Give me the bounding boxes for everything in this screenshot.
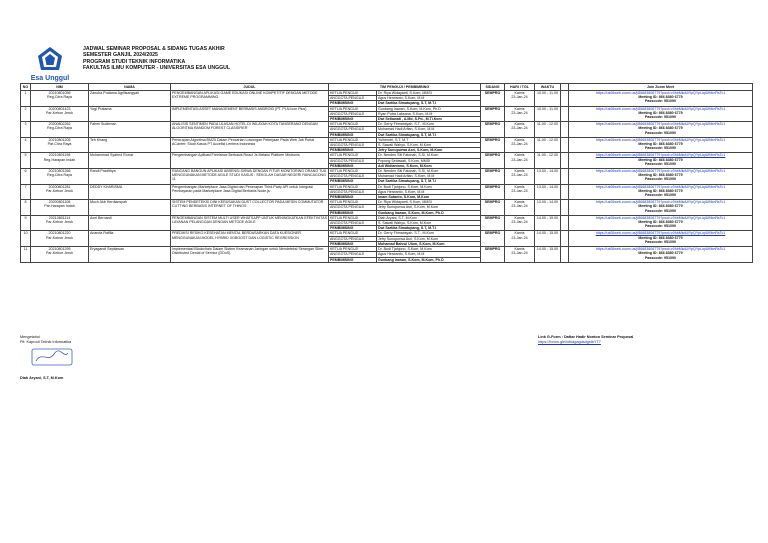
penguji-name: Imam Sutanto, S.Kom, M.Kom xyxy=(377,195,481,200)
role-label: ANGGOTA PENGUJI xyxy=(329,111,377,116)
row-no: 5 xyxy=(21,153,31,169)
penguji-name: Gunbang Irawan, S.Kom, M.Kom, Ph.D xyxy=(377,257,481,262)
zoom-cell xyxy=(569,153,753,169)
waktu: 14.00 - 15.00 xyxy=(535,247,561,263)
passcode: Passcode: 951090 xyxy=(645,146,676,151)
role-label: ANGGOTA PENGUJI xyxy=(329,252,377,257)
tgl-value: 23-Jan-24 xyxy=(511,220,528,225)
blank-cell xyxy=(561,122,569,138)
hari-value: Kamis xyxy=(514,215,525,220)
footer-gform xyxy=(538,335,633,345)
waktu: 14.00 - 15.00 xyxy=(535,215,561,231)
row-nim xyxy=(31,122,89,138)
col-nim: NIM xyxy=(31,84,89,91)
hari-tgl xyxy=(505,247,535,263)
blank-cell xyxy=(561,247,569,263)
passcode: Passcode: 951090 xyxy=(645,161,676,166)
header-line-4: FAKULTAS ILMU KOMPUTER - UNIVERSITAS ESA UNGGUL xyxy=(83,65,231,72)
meeting-id: Meeting ID: 866 8380 6779 xyxy=(638,110,683,115)
role-label: KETUA PENGUJI xyxy=(329,137,377,142)
passcode: Passcode: 951090 xyxy=(645,255,676,260)
passcode: Passcode: 951090 xyxy=(645,115,676,120)
table-row xyxy=(21,231,753,236)
row-nama: Teh Khang xyxy=(89,137,171,153)
row-nim xyxy=(31,137,89,153)
gform-link[interactable]: https://forms.gle/kdhdgagdsdgstbYT7 xyxy=(538,340,601,344)
tgl-value: 23-Jan-24 xyxy=(511,95,528,100)
row-no: 7 xyxy=(21,184,31,200)
role-label: PEMBIMBING xyxy=(329,241,377,246)
row-nim xyxy=(31,91,89,107)
blank-cell xyxy=(561,91,569,107)
meeting-id: Meeting ID: 866 8380 6779 xyxy=(638,188,683,193)
kelas-value: Par-Kebon Jeruk xyxy=(46,251,73,256)
role-label: PEMBIMBING xyxy=(329,132,377,137)
row-no: 3 xyxy=(21,122,31,138)
nim-value: 20210801220 xyxy=(48,231,71,236)
penguji-name: Adi Widiantono, S.Kom, M.Kom xyxy=(377,163,481,168)
passcode: Passcode: 951090 xyxy=(645,99,676,104)
waktu: 10.00 - 11.00 xyxy=(535,91,561,107)
penguji-name: Dr. Gerry Firmansyah, S.T., M.Kom xyxy=(377,122,481,127)
blank-cell xyxy=(561,200,569,216)
tgl-value: 23-Jan-24 xyxy=(511,126,528,131)
hari-tgl xyxy=(505,137,535,153)
nim-value: 20200801423 xyxy=(48,106,71,111)
penguji-name: Dwi Sartika Simatupang, S.T, M.T.I xyxy=(377,179,481,184)
row-nama: Randi Pradithya xyxy=(89,169,171,185)
kelas-value: Reg-Harapan Indah xyxy=(43,157,76,162)
hari-tgl xyxy=(505,106,535,122)
col-blank xyxy=(561,84,569,91)
role-label: ANGGOTA PENGUJI xyxy=(329,236,377,241)
meeting-id: Meeting ID: 866 8380 6779 xyxy=(638,251,683,256)
table-body xyxy=(21,91,753,263)
role-label: PEMBIMBING xyxy=(329,117,377,122)
role-label: PEMBIMBING xyxy=(329,226,377,231)
logo-text: Esa Unggul xyxy=(30,75,70,82)
role-label: PEMBIMBING xyxy=(329,163,377,168)
row-nim xyxy=(31,215,89,231)
col-hari-tgl: HARI / TGL xyxy=(505,84,535,91)
hari-tgl xyxy=(505,153,535,169)
penguji-name: S. Sawali Wahyu, S.Kom, M.Kom xyxy=(377,221,481,226)
kelas-value: Par-Kebon Jeruk xyxy=(46,220,73,225)
header-line-2: SEMESTER GANJIL 2024/2025 xyxy=(83,52,158,59)
penguji-name: Muhamad Hadi Arfian, S.Kom, M.M xyxy=(377,127,481,132)
row-nama: Ananda Rafilla xyxy=(89,231,171,247)
schedule-table xyxy=(20,83,753,263)
zoom-link[interactable]: https://us06web.zoom.us/j/86683806779?pwd=v0hbMkdUlYpQYpLiqIUfMmRsTc1 xyxy=(595,91,726,95)
waktu: 11.00 - 12.00 xyxy=(535,122,561,138)
header-line-3: PROGRAM STUDI TEKNIK INFORMATIKA xyxy=(83,58,186,65)
zoom-cell xyxy=(569,231,753,247)
penguji-name: Jefry Sunupurwa Asri, S.Kom, M.Kom xyxy=(377,148,481,153)
waktu: 10.00 - 11.00 xyxy=(535,106,561,122)
hari-value: Kamis xyxy=(514,169,525,174)
meeting-id: Meeting ID: 866 8380 6779 xyxy=(638,126,683,131)
penguji-name: Diah Aryani, S.T, M.Kom xyxy=(377,215,481,220)
penguji-name: S. Sawali Wahyu, S.Kom, M.Kom xyxy=(377,143,481,148)
nim-value: 20210801114 xyxy=(48,215,71,220)
role-label: KETUA PENGUJI xyxy=(329,200,377,205)
nim-value: 20210801205 xyxy=(48,137,71,142)
role-label: ANGGOTA PENGUJI xyxy=(329,189,377,194)
table-row xyxy=(21,122,753,127)
penguji-name: Muhamad Hadi Arfian, S.Kom, M.M xyxy=(377,174,481,179)
penguji-name: Jefry Sunupurwa Asri, S.Kom, M.Kom xyxy=(377,205,481,210)
row-no: 8 xyxy=(21,200,31,216)
row-no: 11 xyxy=(21,247,31,263)
meeting-id: Meeting ID: 866 8380 6779 xyxy=(638,235,683,240)
penguji-name: Muhamad Bahrul Ulum, S.Kom, M.Kom xyxy=(377,241,481,246)
zoom-link[interactable]: https://us06web.zoom.us/j/86683806779?pwd=v0hbMkdUlYpQYpLiqIUfMmRsTc1 xyxy=(595,122,726,127)
blank-cell xyxy=(561,153,569,169)
zoom-cell xyxy=(569,247,753,263)
zoom-link[interactable]: https://us06web.zoom.us/j/86683806779?pwd=v0hbMkdUlYpQYpLiqIUfMmRsTc1 xyxy=(595,184,726,189)
role-label: KETUA PENGUJI xyxy=(329,153,377,158)
row-judul: Pengembangan Aplikasi Freelance Berbasis React Js Melalui Platform Mistronis xyxy=(171,153,329,169)
table-header-row xyxy=(21,84,753,91)
sidang-type: SEMPRO xyxy=(481,247,505,263)
row-nama: Zanuba Pratama Agrillsangyah xyxy=(89,91,171,107)
role-label: KETUA PENGUJI xyxy=(329,169,377,174)
blank-cell xyxy=(561,106,569,122)
hari-value: Kamis xyxy=(514,153,525,158)
penguji-name: Dr. Riya Widayanti, S.Kom, MMSI xyxy=(377,91,481,96)
mengetahui-label: Mengetahui xyxy=(20,335,40,339)
penguji-name: Dr. Budi Tjahjono, S.Kom, M.Kom xyxy=(377,247,481,252)
row-judul: PENGEMBANGAN APLIKASI GAME EDUKASI ONLINE KOMPETITIF DENGAN METODE EXTREME PROGRAMMING xyxy=(171,91,329,107)
kelas-value: Par-Citra Raya xyxy=(47,142,72,147)
role-label: KETUA PENGUJI xyxy=(329,122,377,127)
col-zoom: Join Zoom Meet xyxy=(569,84,753,91)
row-judul: PREDIKSI RESIKO KESEHATAN MENTAL BERDASARKAN DATA KUESIONER MENGGUNAKAN MODEL HYBRID XGBOOST DAN LOGISTIC REGRESSION xyxy=(171,231,329,247)
role-label: KETUA PENGUJI xyxy=(329,184,377,189)
role-label: PEMBIMBING xyxy=(329,257,377,262)
row-nama: Yogi Pratama xyxy=(89,106,171,122)
blank-cell xyxy=(561,169,569,185)
hari-tgl xyxy=(505,231,535,247)
sidang-type: SEMPRO xyxy=(481,200,505,216)
table-row xyxy=(21,247,753,252)
role-label: KETUA PENGUJI xyxy=(329,91,377,96)
nim-value: 20210801266 xyxy=(48,169,71,174)
role-label: ANGGOTA PENGUJI xyxy=(329,96,377,101)
hari-value: Kamis xyxy=(514,91,525,95)
hari-tgl xyxy=(505,91,535,107)
table-row xyxy=(21,200,753,205)
row-no: 4 xyxy=(21,137,31,153)
kelas-value: Par-Kebon Jeruk xyxy=(46,235,73,240)
jabatan-label: Plt. Kaprodi Teknik Informatika xyxy=(20,340,72,344)
kelas-value: Par-Kebon Jeruk xyxy=(46,110,73,115)
hari-value: Kamis xyxy=(514,247,525,252)
role-label: KETUA PENGUJI xyxy=(329,106,377,111)
waktu: 13.00 - 14.00 xyxy=(535,184,561,200)
esa-unggul-logo xyxy=(28,44,72,88)
tgl-value: 23-Jan-24 xyxy=(511,157,528,162)
meeting-id: Meeting ID: 866 8380 6779 xyxy=(638,204,683,209)
tgl-value: 23-Jan-24 xyxy=(511,110,528,115)
tgl-value: 23-Jan-24 xyxy=(511,251,528,256)
row-nim xyxy=(31,247,89,263)
penguji-name: Dwi Sartika Simatupang, S.T, M.T.I xyxy=(377,226,481,231)
row-judul: ANALISIS SENTIMEN PADA ULASAN HOTEL DI WILAYAH KOTA TANGERANG DENGAN ALGORITMA RANDOM FOREST CLASSIFIER xyxy=(171,122,329,138)
blank-cell xyxy=(561,215,569,231)
col-tim: TIM PENGUJI / PEMBIMBING xyxy=(329,84,481,91)
role-label: KETUA PENGUJI xyxy=(329,231,377,236)
row-nim xyxy=(31,169,89,185)
sidang-type: SEMPRO xyxy=(481,169,505,185)
nim-value: 20200802262 xyxy=(48,122,71,127)
row-nama: Axel Bernardi xyxy=(89,215,171,231)
row-nama: Eryagandi Septiawan xyxy=(89,247,171,263)
document-header xyxy=(83,46,230,72)
hari-tgl xyxy=(505,169,535,185)
meeting-id: Meeting ID: 866 8380 6779 xyxy=(638,173,683,178)
row-nama: DEDDY KHARISMA xyxy=(89,184,171,200)
zoom-link[interactable]: https://us06web.zoom.us/j/86683806779?pwd=v0hbMkdUlYpQYpLiqIUfMmRsTc1 xyxy=(595,231,726,236)
waktu: 13.00 - 14.00 xyxy=(535,169,561,185)
row-no: 10 xyxy=(21,231,31,247)
nim-value: 20210801056 xyxy=(48,91,71,95)
row-nim xyxy=(31,106,89,122)
penguji-name: Dwi Sartika Simatupang, S.T, M.T.I xyxy=(377,132,481,137)
kelas-value: Reg-Citra Raya xyxy=(47,126,72,131)
sidang-type: SEMPRO xyxy=(481,122,505,138)
table-row xyxy=(21,137,753,142)
row-judul: Pengembangan Marketplace Jasa Digital dan Penerapan Third-Party API untuk Integrasi Pembayaran pada Marketplace Jasa Digital Berbasis Node.js xyxy=(171,184,329,200)
penguji-name: Dwi Setiawati , A.Md, S.Pd., M.Ti.Kom xyxy=(377,117,481,122)
role-label: ANGGOTA PENGUJI xyxy=(329,174,377,179)
hari-tgl xyxy=(505,184,535,200)
table-row xyxy=(21,215,753,220)
zoom-link[interactable]: https://us06web.zoom.us/j/86683806779?pwd=v0hbMkdUlYpQYpLiqIUfMmRsTc1 xyxy=(595,153,726,158)
role-label: PEMBIMBING xyxy=(329,210,377,215)
role-label: ANGGOTA PENGUJI xyxy=(329,221,377,226)
kelas-value: Reg-Citra Raya xyxy=(47,173,72,178)
row-nama: Moch Akb Herdiansyah xyxy=(89,200,171,216)
hari-value: Kamis xyxy=(514,137,525,142)
table-row xyxy=(21,153,753,158)
penguji-name: Dr. Riya Widayanti, S.Kom, MMSI xyxy=(377,200,481,205)
row-nim xyxy=(31,200,89,216)
tgl-value: 23-Jan-24 xyxy=(511,204,528,209)
zoom-cell xyxy=(569,122,753,138)
penguji-name: Gunbang Irawan, S.Kom, M.Kom, Ph.D xyxy=(377,106,481,111)
penguji-name: Popong Setiawati, S.Kom, MMSI xyxy=(377,158,481,163)
row-judul: SISTEM PENDETEKSI DINI KERUSAKAN DUST COLLECTOR PADA MESIN COMMUTATOR CUTTING BERBASIS INTERNET OF THINGS xyxy=(171,200,329,216)
blank-cell xyxy=(561,184,569,200)
table-row xyxy=(21,91,753,96)
waktu: 14.00 - 15.00 xyxy=(535,231,561,247)
sidang-type: SEMPRO xyxy=(481,153,505,169)
tgl-value: 23-Jan-24 xyxy=(511,173,528,178)
col-waktu: WAKTU xyxy=(535,84,561,91)
role-label: KETUA PENGUJI xyxy=(329,247,377,252)
footer-approval xyxy=(20,335,71,345)
col-judul: JUDUL xyxy=(171,84,329,91)
penguji-name: Dr. Nenden Siti Fatonah, S.Si, M.Kom xyxy=(377,153,481,158)
nim-value: 20210801198 xyxy=(48,153,71,158)
sidang-type: SEMPRO xyxy=(481,215,505,231)
nim-value: 20200801108 xyxy=(48,200,71,205)
sidang-type: SEMPRO xyxy=(481,231,505,247)
row-nim xyxy=(31,231,89,247)
row-no: 6 xyxy=(21,169,31,185)
passcode: Passcode: 951090 xyxy=(645,239,676,244)
tgl-value: 23-Jan-24 xyxy=(511,142,528,147)
nim-value: 20210801295 xyxy=(48,247,71,252)
table-row xyxy=(21,106,753,111)
kelas-value: Reg-Citra Raya xyxy=(47,95,72,100)
zoom-link[interactable]: https://us06web.zoom.us/j/86683806779?pwd=v0hbMkdUlYpQYpLiqIUfMmRsTc1 xyxy=(595,137,726,142)
zoom-cell xyxy=(569,106,753,122)
meeting-id: Meeting ID: 866 8380 6779 xyxy=(638,142,683,147)
penguji-name: Gunbang Irawan, S.Kom, M.Kom, Ph.D xyxy=(377,210,481,215)
row-no: 2 xyxy=(21,106,31,122)
tgl-value: 23-Jan-24 xyxy=(511,235,528,240)
col-no: NO xyxy=(21,84,31,91)
hari-value: Kamis xyxy=(514,231,525,236)
hari-value: Kamis xyxy=(514,184,525,189)
zoom-cell xyxy=(569,215,753,231)
meeting-id: Meeting ID: 866 8380 6779 xyxy=(638,157,683,162)
zoom-link[interactable]: https://us06web.zoom.us/j/86683806779?pwd=v0hbMkdUlYpQYpLiqIUfMmRsTc1 xyxy=(595,169,726,174)
blank-cell xyxy=(561,137,569,153)
hari-value: Kamis xyxy=(514,122,525,127)
signer-name: Diah Aryani, S.T, M.Kom xyxy=(20,376,64,380)
role-label: KETUA PENGUJI xyxy=(329,215,377,220)
header-line-1: JADWAL SEMINAR PROPOSAL & SIDANG TUGAS AKHIR xyxy=(83,46,225,52)
gform-label: Link G-Form : Daftar Hadir Nonton Seminar Proposal xyxy=(538,335,634,339)
table-row xyxy=(21,184,753,189)
row-judul: RANCANG BANGUN APLIKASI ABSENSI SISWA DENGAN FITUR MONITORING ORANG TUA MENGGUNAKAN METODE AGILE STUDI KASUS : SEKOLAH DASAR NEGERI RANCAGONG 11 xyxy=(171,169,329,185)
row-judul: IMPLEMENTASI ASSET MANAGEMENT BERBASIS ANDROID (PT. PLN Icon Plus) xyxy=(171,106,329,122)
passcode: Passcode: 951090 xyxy=(645,193,676,198)
zoom-cell xyxy=(569,200,753,216)
waktu: 11.00 - 12.00 xyxy=(535,153,561,169)
role-label: PEMBIMBING xyxy=(329,179,377,184)
row-judul: PENGEMBANGAN SISTEM MULTI USER WHATSAPP UNTUK MENINGKATKAN EFEKTIVITAS LAYANAN PELANGGAN DENGAN METODE AGILE xyxy=(171,215,329,231)
meeting-id: Meeting ID: 866 8380 6779 xyxy=(638,220,683,225)
zoom-link[interactable]: https://us06web.zoom.us/j/86683806779?pwd=v0hbMkdUlYpQYpLiqIUfMmRsTc1 xyxy=(595,215,726,220)
zoom-cell xyxy=(569,137,753,153)
hari-tgl xyxy=(505,122,535,138)
role-label: ANGGOTA PENGUJI xyxy=(329,143,377,148)
col-sidang: SIDANG xyxy=(481,84,505,91)
row-nama: Fahmi Sudirman xyxy=(89,122,171,138)
penguji-name: Agus Herwanto, S.Kom, M.M xyxy=(377,96,481,101)
penguji-name: Agus Herwanto, S.Kom, M.M xyxy=(377,252,481,257)
passcode: Passcode: 951090 xyxy=(645,130,676,135)
role-label: ANGGOTA PENGUJI xyxy=(329,127,377,132)
passcode: Passcode: 951090 xyxy=(645,208,676,213)
passcode: Passcode: 951090 xyxy=(645,177,676,182)
row-judul: Penerapan Algoritma BM25 Dalam Pencarian Lowongan Pekerjaan Pada Web Job Portal ACareer: Studi Kasus PT Accelist Lentera Indonesia xyxy=(171,137,329,153)
penguji-name: Jefry Sunupurwa Asri, S.Kom, M.Kom xyxy=(377,236,481,241)
hari-value: Kamis xyxy=(514,106,525,111)
table-row xyxy=(21,169,753,174)
sidang-type: SEMPRO xyxy=(481,184,505,200)
penguji-name: Agus Herwanto, S.Kom, M.M xyxy=(377,189,481,194)
zoom-link[interactable]: https://us06web.zoom.us/j/86683806779?pwd=v0hbMkdUlYpQYpLiqIUfMmRsTc1 xyxy=(595,106,726,111)
zoom-link[interactable]: https://us06web.zoom.us/j/86683806779?pwd=v0hbMkdUlYpQYpLiqIUfMmRsTc1 xyxy=(595,247,726,252)
role-label: ANGGOTA PENGUJI xyxy=(329,205,377,210)
blank-cell xyxy=(561,231,569,247)
penguji-name: Dr. Gerry Firmansyah, S.T., M.Kom xyxy=(377,231,481,236)
row-judul: Implementasi Blockchain Dalam Sistem Keamanan Jaringan untuk Mendeteksi Serangan Siber Distributed Denial of Service (DDoS) xyxy=(171,247,329,263)
row-no: 1 xyxy=(21,91,31,107)
nim-value: 20200801281 xyxy=(48,184,71,189)
kelas-value: Par-Kebon Jeruk xyxy=(46,188,73,193)
penguji-name: Yulhendri, S.T, M.T xyxy=(377,137,481,142)
sidang-type: SEMPRO xyxy=(481,91,505,107)
kelas-value: Par-Harapan Indah xyxy=(44,204,75,209)
tgl-value: 23-Jan-24 xyxy=(511,188,528,193)
row-no: 9 xyxy=(21,215,31,231)
col-nama: NAMA xyxy=(89,84,171,91)
signature-stamp xyxy=(30,345,74,373)
penguji-name: Ryan Putra Laksana, S.Kom, M.M xyxy=(377,111,481,116)
zoom-cell xyxy=(569,184,753,200)
row-nama: Muhammad Syahrul Romzi xyxy=(89,153,171,169)
penguji-name: Dwi Sartika Simatupang, S.T, M.T.I xyxy=(377,101,481,106)
role-label: ANGGOTA PENGUJI xyxy=(329,158,377,163)
waktu: 13.00 - 14.00 xyxy=(535,200,561,216)
sidang-type: SEMPRO xyxy=(481,106,505,122)
waktu: 11.00 - 12.00 xyxy=(535,137,561,153)
zoom-link[interactable]: https://us06web.zoom.us/j/86683806779?pwd=v0hbMkdUlYpQYpLiqIUfMmRsTc1 xyxy=(595,200,726,205)
hari-tgl xyxy=(505,215,535,231)
sidang-type: SEMPRO xyxy=(481,137,505,153)
penguji-name: Dr. Nenden Siti Fatonah, S.Si, M.Kom xyxy=(377,169,481,174)
role-label: PEMBIMBING xyxy=(329,195,377,200)
hari-tgl xyxy=(505,200,535,216)
row-nim xyxy=(31,153,89,169)
row-nim xyxy=(31,184,89,200)
passcode: Passcode: 951090 xyxy=(645,224,676,229)
role-label: PEMBIMBING xyxy=(329,101,377,106)
role-label: PEMBIMBING xyxy=(329,148,377,153)
penguji-name: Dr. Budi Tjahjono, S.Kom, M.Kom xyxy=(377,184,481,189)
meeting-id: Meeting ID: 866 8380 6779 xyxy=(638,95,683,100)
hari-value: Kamis xyxy=(514,200,525,205)
zoom-cell xyxy=(569,169,753,185)
zoom-cell xyxy=(569,91,753,107)
